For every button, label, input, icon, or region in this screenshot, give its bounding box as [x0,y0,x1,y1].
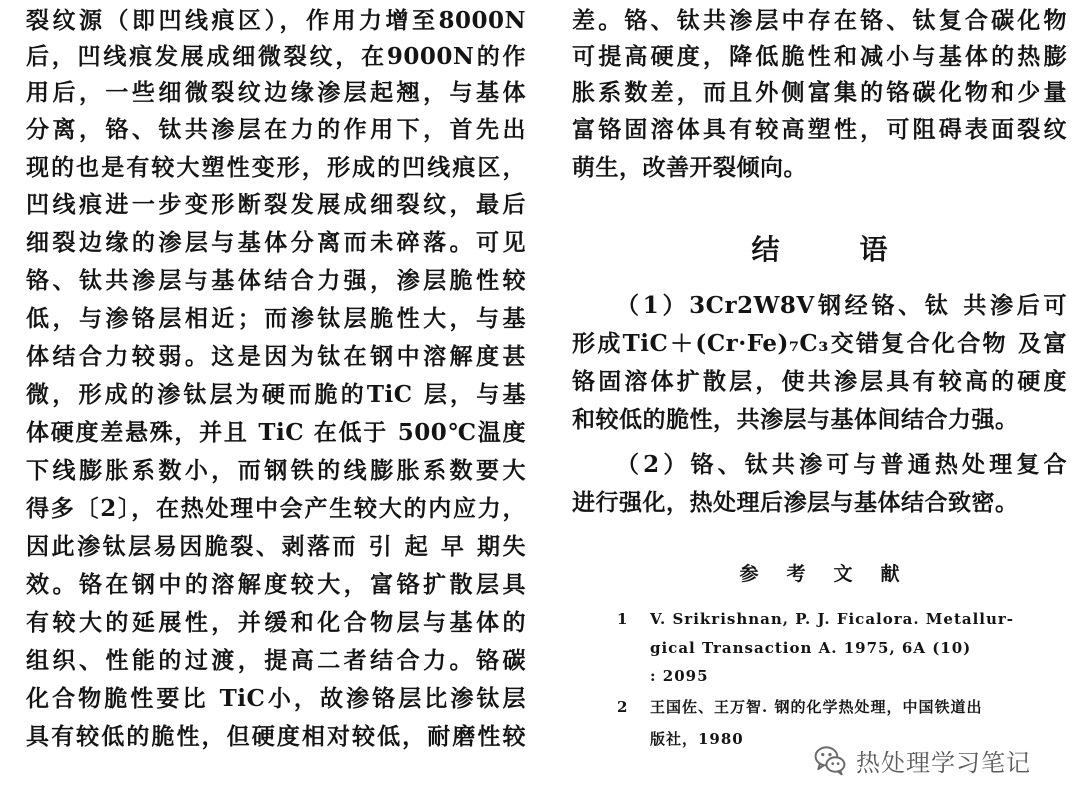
body-text-line: 得多〔2〕，在热处理中会产生较大的内应力， [26,495,526,522]
conclusion-line: 和较低的脆性，共渗层与基体间结合力强。 [572,406,1019,433]
body-text-line: 铬、钛共渗层与基体结合力强，渗层脆性较 [26,267,526,294]
body-text-line: 微，形成的渗钛层为硬而脆的TiC 层，与基 [26,381,526,408]
reference-line: V. Srikrishnan, P. J. Ficalora. Metallur- [650,610,1015,628]
body-text-line: 下线膨胀系数小，而钢铁的线膨胀系数要大 [26,457,526,484]
body-text-line: 凹线痕进一步变形断裂发展成细裂纹，最后 [26,191,526,218]
reference-line: 版社，1980 [650,730,744,748]
conclusion-line: （1）3Cr2W8V钢经铬、钛 共渗后可 [616,292,1067,319]
reference-line: gical Transaction A. 1975, 6A (10) [650,639,972,657]
body-text-line: 低，与渗铬层相近；而渗钛层脆性大，与基 [26,305,526,332]
body-text-line: 化合物脆性要比 TiC小，故渗铬层比渗钛层 [26,685,526,712]
conclusion-line: （2）铬、钛共渗可与普通热处理复合 [616,451,1067,478]
body-text-line: 现的也是有较大塑性变形，形成的凹线痕区， [26,154,526,181]
body-text-line: 富铬固溶体具有较高塑性，可阻碍表面裂纹 [572,116,1067,143]
body-text-line: 效。铬在钢中的溶解度较大，富铬扩散层具 [26,571,526,598]
watermark-text: 热处理学习笔记 [856,748,1031,777]
body-text-line: 用后，一些细微裂纹边缘渗层起翘，与基体 [26,79,526,106]
body-text-line: 萌生，改善开裂倾向。 [572,154,807,181]
reference-line: 王国佐、王万智. 钢的化学热处理，中国铁道出 [650,698,983,716]
body-text-line: 分离，铬、钛共渗层在力的作用下，首先出 [26,116,526,143]
references-title: 参考文献 [739,563,928,585]
body-text-line: 有较大的延展性，并缓和化合物层与基体的 [26,609,526,636]
body-text-line: 体结合力较弱。这是因为钛在钢中溶解度甚 [26,343,526,370]
watermark [812,740,1031,780]
conclusion-line: 形成TiC＋(Cr·Fe)₇C₃交错复合化合物 及富 [572,330,1067,357]
body-text-line: 体硬度差悬殊，并且 TiC 在低于 500℃温度 [26,419,527,446]
wechat-icon [812,742,848,778]
reference-line: : 2095 [650,667,709,685]
body-text-line: 可提高硬度，降低脆性和减小与基体的热膨 [572,43,1067,70]
body-text-line: 因此渗钛层易因脆裂、剥落而 引 起 早 期失 [26,533,526,560]
body-text-line: 胀系数差，而且外侧富集的铬碳化物和少量 [572,79,1067,106]
body-text-line: 细裂边缘的渗层与基体分离而未碎落。可见 [26,229,526,256]
body-text-line: 差。铬、钛共渗层中存在铬、钛复合碳化物 [572,7,1067,34]
conclusion-line: 进行强化，热处理后渗层与基体结合致密。 [572,489,1019,516]
body-text-line: 后，凹线痕发展成细微裂纹，在9000N的作 [26,43,526,70]
conclusion-line: 铬固溶体扩散层，使共渗层具有较高的硬度 [572,368,1067,395]
section-heading: 结语 [751,233,968,266]
body-text-line: 裂纹源（即凹线痕区），作用力增至8000N [26,7,526,34]
body-text-line: 具有较低的脆性，但硬度相对较低，耐磨性较 [26,723,526,750]
reference-number: 1 [617,610,628,628]
reference-number: 2 [617,698,628,716]
body-text-line: 组织、性能的过渡，提高二者结合力。铬碳 [26,647,526,674]
